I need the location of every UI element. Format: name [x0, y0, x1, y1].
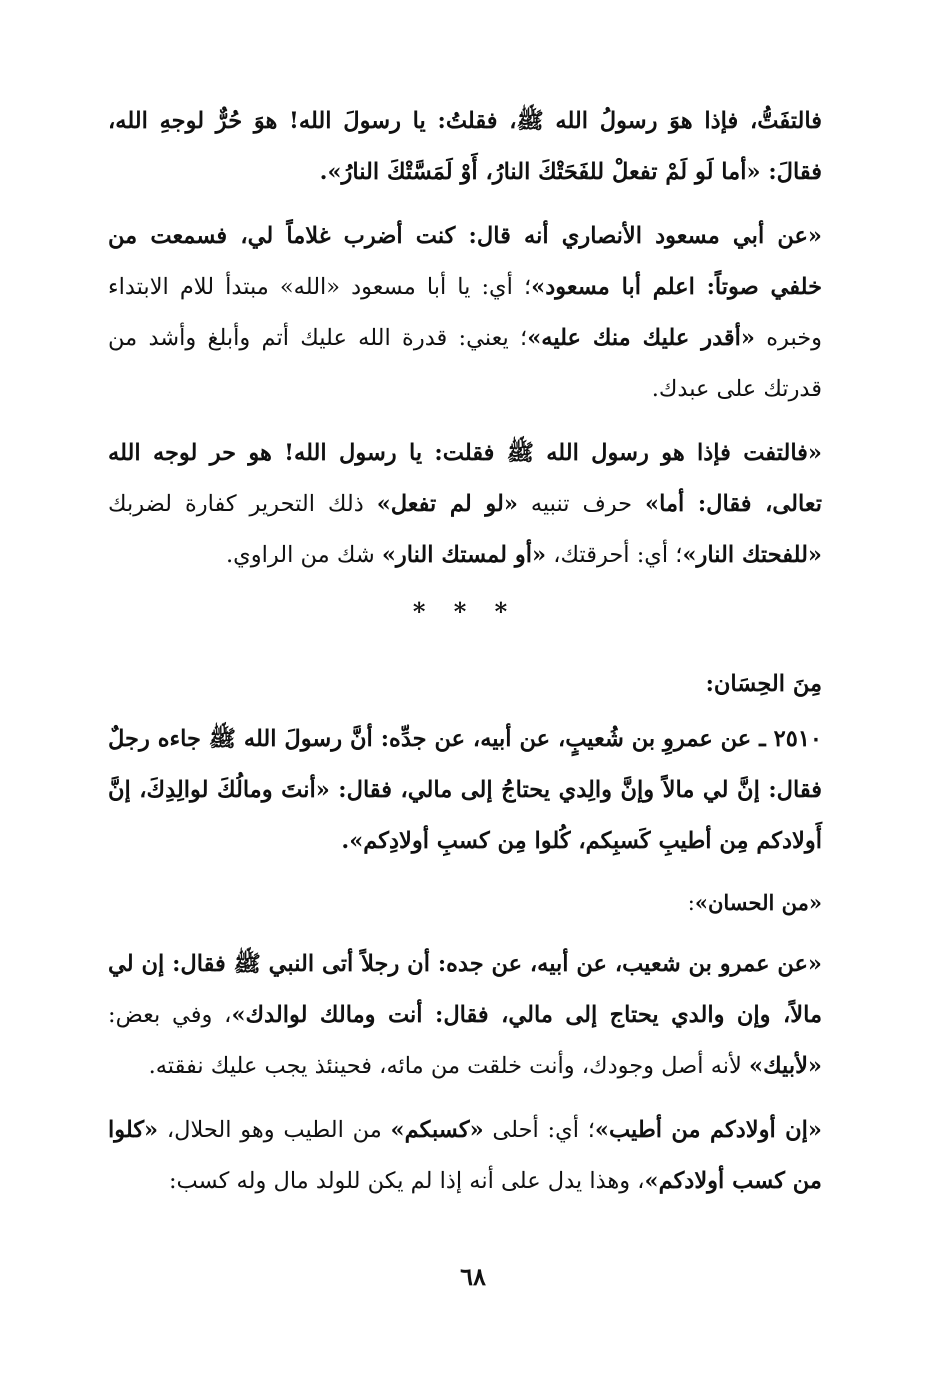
commentary-text: لأنه أصل وجودك، وأنت خلقت من مائه، فحينئذ يجب عليك نفقته.: [148, 1053, 750, 1079]
commentary-text: ؛ أي: أحرقتك،: [546, 542, 683, 568]
commentary-text: ؛ أي: يا أبا مسعود «الله» مبتدأ للام الابتداء وخبره: [108, 274, 823, 351]
quote-text: «للفحتك النار»: [682, 542, 822, 568]
spacer: [108, 929, 822, 939]
spacer: [108, 415, 822, 428]
commentary-text: شك من الراوي.: [225, 542, 382, 568]
quote-text: «أقدر عليك منك عليه»: [527, 325, 755, 351]
section-title: مِنَ الحِسَان:: [705, 671, 822, 697]
page-number: ٦٨: [460, 1262, 486, 1291]
section-divider-stars: * * *: [412, 597, 518, 626]
paragraph-1-text: فالتفَتُّ، فإذا هوَ رسولُ الله ﷺ، فقلتُ: يا رسولَ الله! هوَ حُرٌّ لوجهِ الله، فقالَ: «أما لَو لَمْ تفعلْ للفَحَتْكَ النارُ، أَوْ لَمَسَّتْكَ النارُ».: [108, 108, 822, 185]
commentary-text: ، وهذا يدل على أنه إذا لم يكن للولد مال وله كسب:: [168, 1168, 645, 1194]
spacer: [108, 1092, 822, 1105]
quote-text: «عن عمرو بن شعيب، عن أبيه، عن جده: أن رجلاً أتى النبي ﷺ فقال: إن لي مالاً، وإن والدي يحتاج إلى مالي، فقال: أنت ومالك لوالدك»: [108, 951, 823, 1028]
paragraph-2: [108, 211, 822, 415]
commentary-text: من الطيب وهو الحلال،: [158, 1117, 391, 1143]
quote-text: «فالتفت فإذا هو رسول الله ﷺ فقلت: يا رسول الله! هو حر لوجه الله تعالى، فقال: أما»: [108, 440, 822, 517]
commentary-text: ، وفي بعض:: [108, 1002, 232, 1028]
paragraph-1: [108, 96, 822, 198]
quote-text: «كسبكم»: [390, 1117, 484, 1143]
quote-text: «كلوا من كسب أولادكم»: [108, 1117, 822, 1194]
page-body: [108, 96, 822, 1207]
commentary-heading-colon: :: [687, 891, 695, 915]
paragraph-3: [108, 428, 822, 581]
quote-text: «عن أبي مسعود الأنصاري أنه قال: كنت أضرب غلاماً لي، فسمعت من خلفي صوتاً: اعلم أبا مسعود»: [108, 223, 822, 300]
commentary-text: حرف تنبيه: [517, 491, 646, 517]
commentary-text: ؛ أي: أحلى: [483, 1117, 595, 1143]
commentary-text: ؛ يعني: قدرة الله عليك أتم وأبلغ وأشد من قدرتك على عبدك.: [108, 325, 822, 402]
spacer: [108, 198, 822, 211]
quote-text: «لو لم تفعل»: [376, 491, 518, 517]
paragraph-6: [108, 1105, 822, 1207]
commentary-heading: [108, 877, 822, 929]
spacer: [108, 867, 822, 877]
hadith-text: ٢٥١٠ ـ عن عمروِ بن شُعيبٍ، عن أبيه، عن جدِّه: أنَّ رسولَ الله ﷺ جاءه رجلٌ فقال: إنَّ لي مالاً وإنَّ والِدي يحتاجُ إلى مالي، فقال: «أنتَ ومالُكَ لوالِدِكَ، إنَّ أَولادكم مِن أطيبِ كَسبِكم، كُلوا مِن كسبِ أولادِكم».: [108, 726, 822, 854]
quote-text: «لأبيك»: [749, 1053, 822, 1079]
quote-text: «إن أولادكم من أطيب»: [594, 1117, 822, 1143]
commentary-heading-label: «من الحسان»: [694, 890, 822, 915]
hadith-2510: [108, 714, 822, 867]
paragraph-5: [108, 939, 822, 1092]
commentary-text: ذلك التحرير كفارة لضربك: [108, 491, 377, 517]
quote-text: «أو لمستك النار»: [381, 542, 547, 568]
